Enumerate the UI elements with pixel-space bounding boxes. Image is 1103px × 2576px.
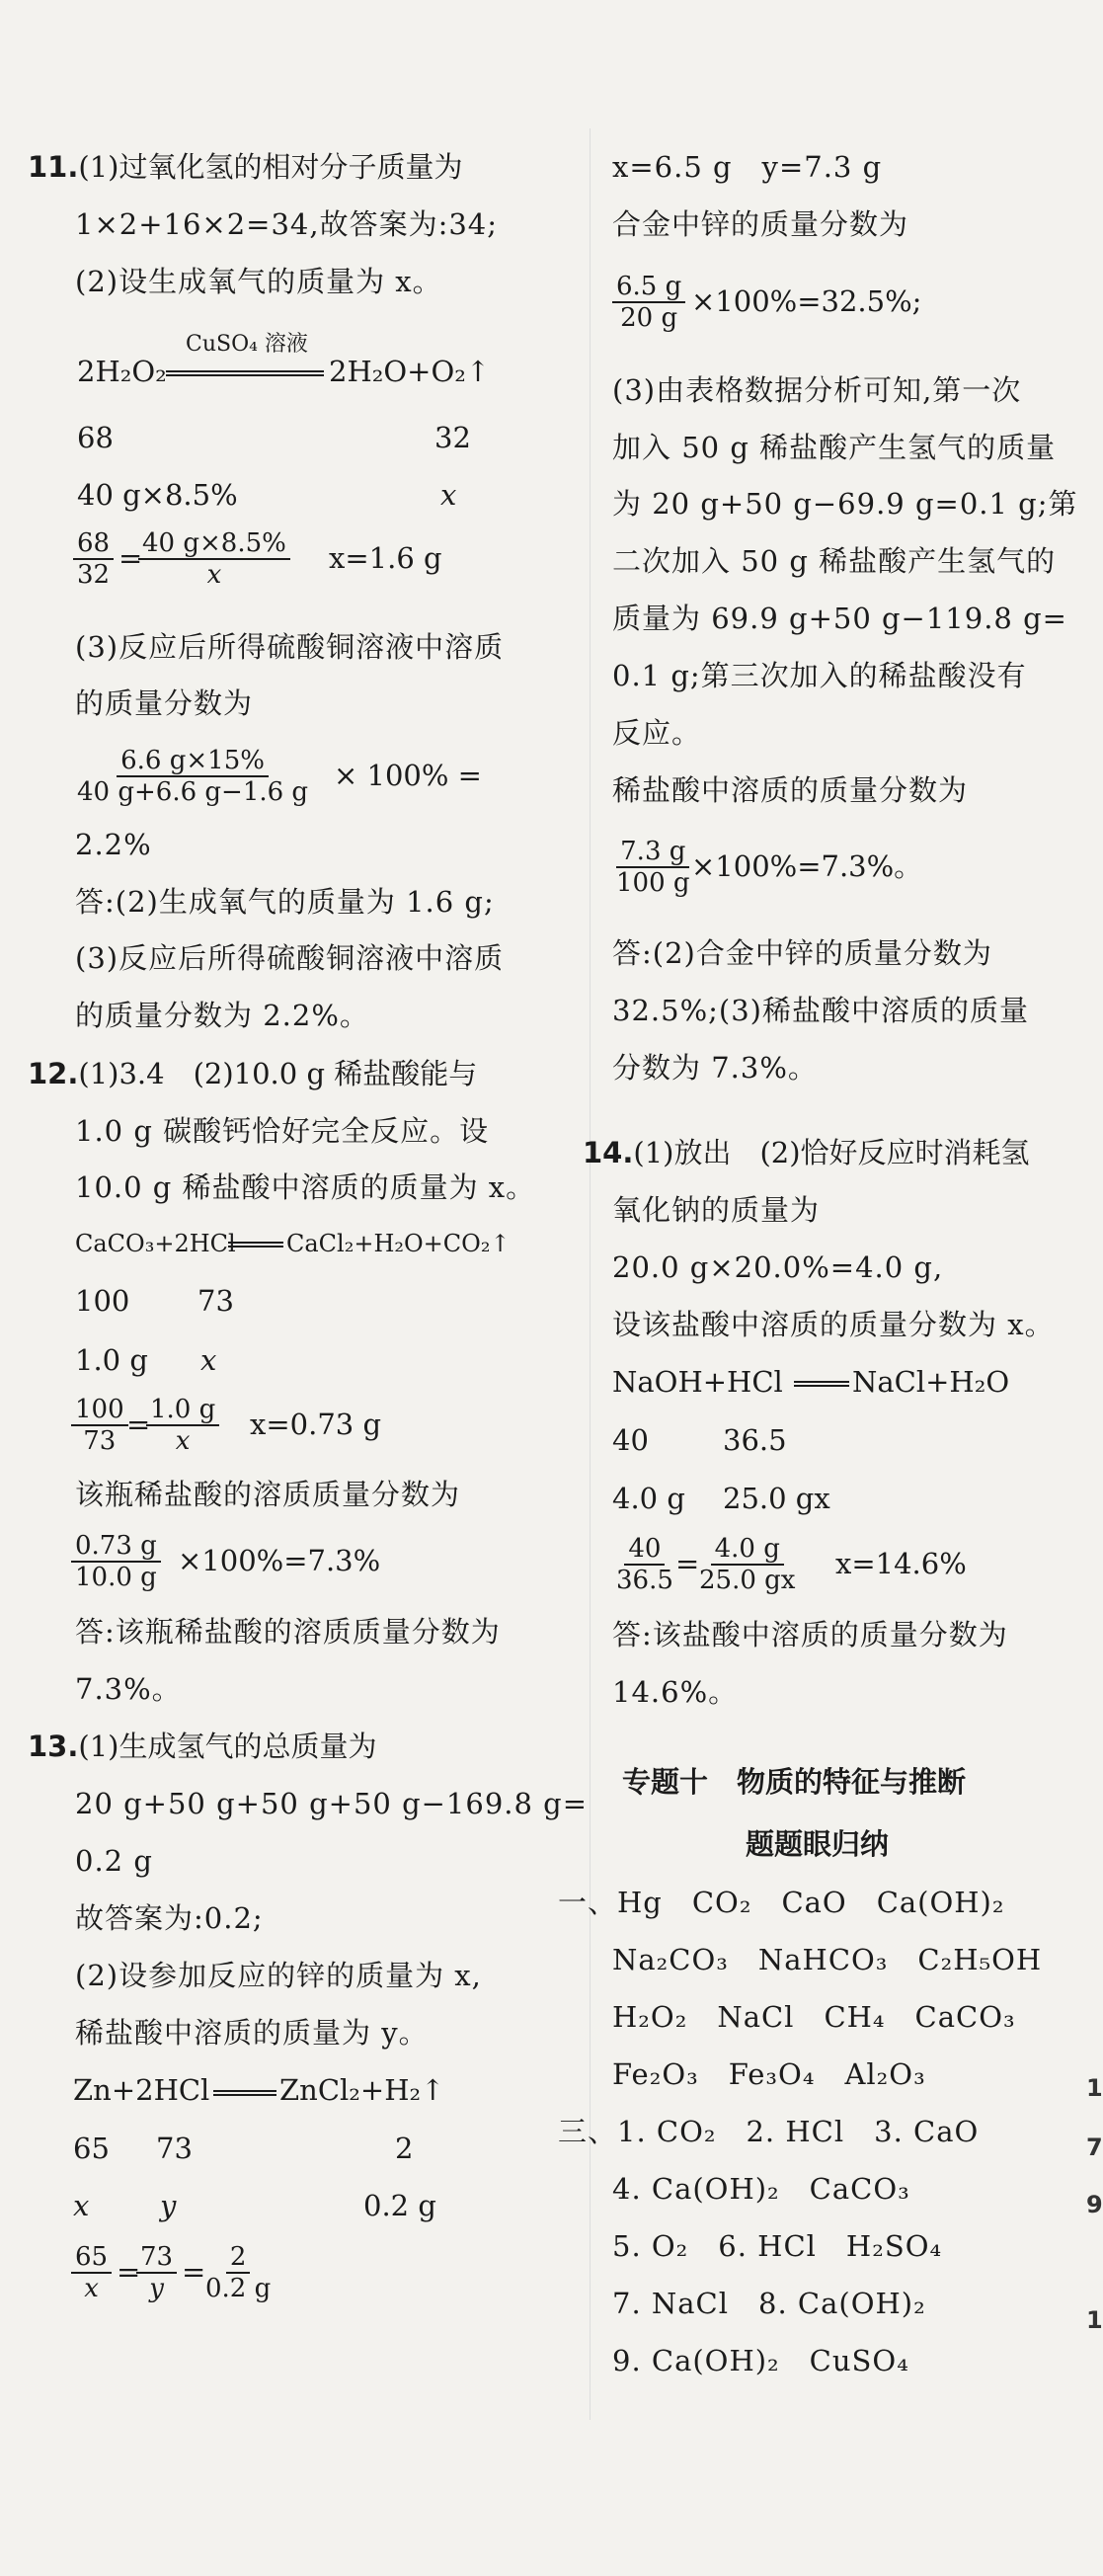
edge-mark: 7 — [1086, 2133, 1103, 2161]
fraction — [612, 1534, 677, 1595]
equation-right: NaCl+H₂O — [852, 1365, 1010, 1399]
section-line: 4. Ca(OH)₂ CaCO₃ — [612, 2172, 910, 2206]
numerator: 7.3 g — [616, 837, 689, 868]
mass-value: x — [200, 1343, 217, 1377]
fraction-tail: ×100%=32.5%; — [691, 284, 922, 318]
mass-value: y — [160, 2189, 177, 2222]
fraction — [138, 528, 290, 590]
question-13 — [28, 1727, 376, 1766]
text-line: (1)生成氢气的总质量为 — [78, 1730, 377, 1763]
fraction — [71, 2242, 112, 2303]
fraction — [136, 2242, 177, 2303]
question-number: 13. — [28, 1730, 79, 1763]
fraction — [201, 2242, 275, 2303]
numerator: 6.6 g×15% — [117, 746, 269, 777]
equation-right: 2H₂O+O₂↑ — [329, 355, 491, 388]
numerator: 40 — [624, 1534, 665, 1566]
fraction-tail: ×100%=7.3%。 — [691, 849, 923, 883]
denominator: x — [175, 1426, 191, 1456]
section-line: 一、Hg CO₂ CaO Ca(OH)₂ — [558, 1886, 1005, 1919]
topic-subtitle: 题题眼归纳 — [746, 1827, 890, 1861]
text-line: 1×2+16×2=34,故答案为:34; — [75, 207, 499, 241]
fraction-tail: × 100% = — [334, 759, 482, 792]
molar-mass: 32 — [434, 421, 471, 454]
text-line: (2)设生成氧气的质量为 x。 — [75, 265, 442, 298]
section-line: Fe₂O₃ Fe₃O₄ Al₂O₃ — [612, 2057, 926, 2091]
denominator: x — [206, 560, 222, 590]
question-number: 14. — [583, 1136, 634, 1169]
mass-value: 25.0 gx — [723, 1482, 830, 1515]
question-12 — [28, 1054, 477, 1093]
question-14 — [583, 1133, 1030, 1172]
numerator: 73 — [136, 2242, 177, 2274]
molar-mass: 73 — [156, 2132, 193, 2165]
denominator: 20 g — [620, 303, 678, 333]
answer-line: 答:(2)生成氧气的质量为 1.6 g; — [75, 885, 495, 919]
equation-right: ZnCl₂+H₂↑ — [279, 2073, 445, 2107]
mass-value: x — [73, 2189, 90, 2222]
topic-title: 专题十 物质的特征与推断 — [622, 1765, 967, 1799]
section-line: 9. Ca(OH)₂ CuSO₄ — [612, 2344, 909, 2377]
molar-mass: 100 — [75, 1284, 130, 1318]
text-line: (2)设参加反应的锌的质量为 x, — [75, 1959, 482, 1992]
mass-value: 0.2 g — [363, 2189, 436, 2222]
equation-sign — [228, 1242, 283, 1248]
denominator: 25.0 gx — [699, 1566, 796, 1595]
fraction — [612, 837, 694, 898]
denominator: 32 — [77, 560, 111, 590]
text-line: 20.0 g×20.0%=4.0 g, — [612, 1250, 944, 1284]
text-line: 为 20 g+50 g−69.9 g=0.1 g;第 — [612, 487, 1078, 521]
equals: = — [182, 2255, 206, 2289]
text-line: 设该盐酸中溶质的质量分数为 x。 — [612, 1308, 1055, 1341]
fraction — [71, 1531, 161, 1592]
text-line: (1)放出 (2)恰好反应时消耗氢 — [633, 1136, 1030, 1169]
answer-line: 14.6%。 — [612, 1675, 739, 1709]
molar-mass: 73 — [197, 1284, 234, 1318]
answer-line: 答:该瓶稀盐酸的溶质质量分数为 — [75, 1615, 501, 1649]
section-line: 7. NaCl 8. Ca(OH)₂ — [612, 2287, 926, 2320]
answer-line: (3)反应后所得硫酸铜溶液中溶质 — [75, 941, 505, 975]
fraction — [146, 1395, 219, 1456]
numerator: 40 g×8.5% — [138, 528, 290, 560]
result: x=0.73 g — [250, 1408, 382, 1441]
text-line: 稀盐酸中溶质的质量为 y。 — [75, 2016, 429, 2050]
denominator: y — [149, 2274, 164, 2303]
numerator: 100 — [71, 1395, 128, 1426]
denominator: 0.2 g — [205, 2274, 272, 2303]
mass-value: 1.0 g — [75, 1343, 148, 1377]
text-line: 二次加入 50 g 稀盐酸产生氢气的 — [612, 544, 1057, 578]
reaction-condition: CuSO₄ 溶液 — [186, 332, 308, 357]
fraction — [73, 746, 312, 807]
text-line: (3)反应后所得硫酸铜溶液中溶质 — [75, 630, 505, 664]
equals: = — [675, 1547, 700, 1580]
text-line: 氧化钠的质量为 — [612, 1193, 821, 1227]
question-11 — [28, 147, 462, 187]
text-line: 反应。 — [612, 716, 702, 750]
fraction-tail: ×100%=7.3% — [178, 1544, 381, 1577]
section-line: H₂O₂ NaCl CH₄ CaCO₃ — [612, 2000, 1016, 2034]
text-line: 1.0 g 碳酸钙恰好完全反应。设 — [75, 1114, 490, 1148]
numerator: 1.0 g — [146, 1395, 219, 1426]
edge-mark: 1 — [1086, 2074, 1103, 2102]
answer-line: 分数为 7.3%。 — [612, 1051, 818, 1085]
molar-mass: 40 — [612, 1423, 649, 1457]
edge-mark: 9 — [1086, 2191, 1103, 2218]
fraction — [73, 528, 114, 590]
fraction — [71, 1395, 128, 1456]
equals: = — [117, 2255, 141, 2289]
equals: = — [126, 1408, 151, 1441]
equals: = — [118, 541, 143, 575]
denominator: 36.5 — [616, 1566, 673, 1595]
numerator: 6.5 g — [612, 272, 685, 303]
equation-left: Zn+2HCl — [73, 2073, 210, 2107]
denominator: 73 — [83, 1426, 117, 1456]
equation-right: CaCl₂+H₂O+CO₂↑ — [286, 1230, 511, 1257]
text-line: 2.2% — [75, 828, 152, 861]
molar-mass: 65 — [73, 2132, 110, 2165]
denominator: 40 g+6.6 g−1.6 g — [77, 777, 309, 807]
mass-value: x — [440, 478, 457, 512]
numerator: 0.73 g — [71, 1531, 161, 1563]
equation-sign — [166, 370, 324, 376]
text-line: 稀盐酸中溶质的质量分数为 — [612, 773, 969, 807]
molar-mass: 2 — [395, 2132, 414, 2165]
molar-mass: 68 — [77, 421, 114, 454]
equation-left: NaOH+HCl — [612, 1365, 783, 1399]
answer-line: 答:该盐酸中溶质的质量分数为 — [612, 1618, 1008, 1651]
equation-left: 2H₂O₂ — [77, 355, 167, 388]
text-line: 10.0 g 稀盐酸中溶质的质量为 x。 — [75, 1170, 536, 1204]
edge-mark: 1 — [1086, 2306, 1103, 2334]
answer-line: 7.3%。 — [75, 1672, 182, 1706]
text-line: 该瓶稀盐酸的溶质质量分数为 — [75, 1478, 461, 1511]
molar-mass: 36.5 — [723, 1423, 787, 1457]
mass-value: 4.0 g — [612, 1482, 685, 1515]
text-line: (1)3.4 (2)10.0 g 稀盐酸能与 — [78, 1057, 478, 1090]
result: x=14.6% — [835, 1547, 967, 1580]
denominator: 100 g — [616, 868, 690, 898]
text-line: 加入 50 g 稀盐酸产生氢气的质量 — [612, 431, 1057, 464]
fraction — [612, 272, 685, 333]
numerator: 68 — [73, 528, 114, 560]
text-line: (3)由表格数据分析可知,第一次 — [612, 373, 1022, 407]
column-divider — [590, 128, 591, 2420]
denominator: 10.0 g — [75, 1563, 157, 1592]
numerator: 2 — [226, 2242, 251, 2274]
text-line: 故答案为:0.2; — [75, 1901, 264, 1935]
numerator: 65 — [71, 2242, 112, 2274]
equation-sign — [213, 2090, 276, 2096]
text-line: 合金中锌的质量分数为 — [612, 207, 909, 241]
numerator: 4.0 g — [711, 1534, 784, 1566]
text-line: (1)过氧化氢的相对分子质量为 — [78, 150, 463, 184]
answer-line: 的质量分数为 2.2%。 — [75, 999, 369, 1032]
fraction — [695, 1534, 799, 1595]
text-line: 0.2 g — [75, 1844, 153, 1878]
answer-line: 32.5%;(3)稀盐酸中溶质的质量 — [612, 994, 1029, 1027]
question-number: 11. — [28, 150, 79, 184]
result: x=1.6 g — [329, 541, 442, 575]
text-line: 的质量分数为 — [75, 686, 254, 720]
denominator: x — [84, 2274, 99, 2303]
text-line: 0.1 g;第三次加入的稀盐酸没有 — [612, 659, 1027, 692]
section-line: 三、1. CO₂ 2. HCl 3. CaO — [558, 2115, 980, 2148]
section-line: 5. O₂ 6. HCl H₂SO₄ — [612, 2229, 943, 2263]
question-number: 12. — [28, 1057, 79, 1090]
mass-value: 40 g×8.5% — [77, 478, 238, 512]
text-line: 质量为 69.9 g+50 g−119.8 g= — [612, 602, 1067, 635]
equation-left: CaCO₃+2HCl — [75, 1230, 236, 1257]
section-line: Na₂CO₃ NaHCO₃ C₂H₅OH — [612, 1943, 1043, 1976]
answer-line: 答:(2)合金中锌的质量分数为 — [612, 936, 992, 970]
equation-sign — [794, 1381, 849, 1387]
text-line: 20 g+50 g+50 g+50 g−169.8 g= — [75, 1787, 589, 1820]
text-line: x=6.5 g y=7.3 g — [612, 150, 883, 184]
